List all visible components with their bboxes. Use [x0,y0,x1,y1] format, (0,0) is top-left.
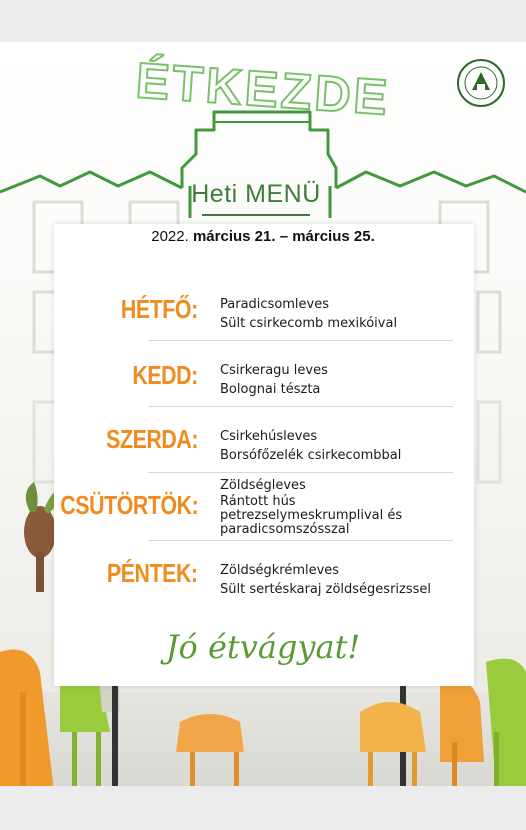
school-logo-icon [456,58,506,108]
weekly-menu-title: Heti MENÜ [191,180,321,208]
day-name: SZERDA: [106,424,198,454]
dish-main: Sült sertéskaraj zöldségesrizssel [220,582,432,597]
separator [148,406,453,407]
dish-soup: Csirkehúsleves [220,429,318,444]
menu-title-underline [202,214,310,216]
chair-icon [360,702,426,786]
bottom-margin-band [0,786,526,830]
day-name: PÉNTEK: [107,558,198,588]
day-name: KEDD: [132,360,198,390]
dish-soup: Zöldségleves [220,478,306,493]
dish-main: Borsófőzelék csirkecombbal [220,448,402,463]
chair-icon [486,659,526,786]
date-range [0,228,526,245]
chair-icon [440,680,484,787]
date-span: március 21. – március 25. [192,228,375,245]
separator [148,540,453,541]
dish-soup: Csirkeragu leves [220,363,328,378]
separator [148,472,453,473]
dish-soup: Paradicsomleves [220,297,330,312]
chair-icon [176,714,244,786]
dish-main: Bolognai tészta [220,382,321,397]
day-name: HÉTFŐ: [121,294,198,324]
chair-icon [0,650,54,787]
closing-greeting: Jó étvágyat! [165,628,361,666]
etkezde-title: ÉTKEZDE [134,52,392,126]
dish-main: Rántott hús petrezselymeskrumplival és paradicsomszósszal [220,494,403,537]
date-year: 2022. [151,228,189,245]
day-name: CSÜTÖRTÖK: [59,490,198,520]
dish-main: Sült csirkecomb mexikóival [220,316,398,331]
dish-soup: Zöldségkrémleves [220,563,340,578]
separator [148,340,453,341]
